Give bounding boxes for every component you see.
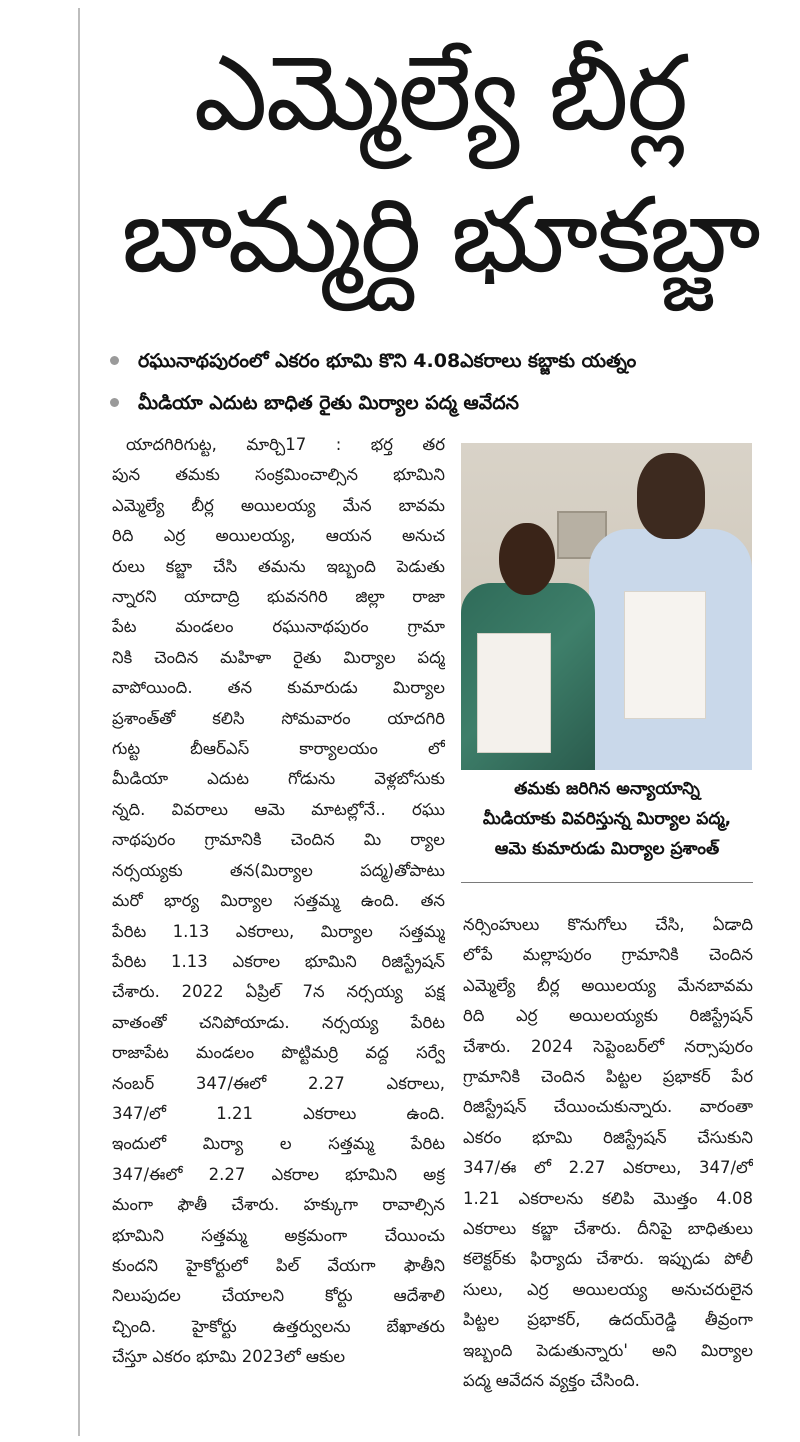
- caption-line: ఆమె కుమారుడు మిర్యాల ప్రశాంత్: [494, 839, 720, 859]
- article-line: వాపోయింది. తన కుమారుడు మిర్యాల: [112, 678, 445, 698]
- article-line: న్నది. వివరాలు ఆమె మాటల్లోనే.. రఘు: [112, 799, 445, 819]
- article-line: ప్రశాంత్‌తో కలిసి సోమవారం యాదగిరి: [112, 708, 445, 728]
- article-line: పిట్టల ప్రభాకర్, ఉదయ్‌రెడ్డి తీవ్రంగా: [463, 1310, 753, 1330]
- article-line: గుట్ట బీఆర్ఎస్ కార్యాలయం లో: [112, 739, 445, 759]
- article-line: సులు, ఎర్ర అయిలయ్య అనుచరులైన: [463, 1279, 753, 1299]
- article-line: కలెక్టర్‌కు ఫిర్యాదు చేశారు. ఇప్పుడు పోలీ: [463, 1249, 753, 1269]
- article-line: 347/ఈలో 2.27 ఎకరాల భూమిని అక్ర: [112, 1164, 445, 1184]
- article-line: రిజిస్ట్రేషన్ చేయించుకున్నారు. వారంతా: [463, 1097, 753, 1117]
- article-line: మరో భార్య మిర్యాల సత్తమ్మ ఉంది. తన: [112, 891, 445, 911]
- article-line: చేశారు. 2022 ఏప్రిల్ 7న నర్సయ్య పక్ష: [112, 982, 445, 1002]
- headline: [90, 22, 790, 306]
- article-line: పేరిట 1.13 ఎకరాలు, మిర్యాల సత్తమ్మ: [112, 921, 445, 941]
- article-line: ఇబ్బంది పెడుతున్నారు' అని మిర్యాల: [463, 1340, 753, 1360]
- article-line: రాజాపేట మండలం పొట్టిమర్రి వద్ద సర్వే: [112, 1043, 445, 1063]
- photo-caption: [461, 774, 753, 864]
- article-line: నంబర్ 347/ఈలో 2.27 ఎకరాలు,: [112, 1073, 445, 1093]
- subhead-text: మీడియా ఎదుట బాధిత రైతు మిర్యాల పద్మ ఆవేదన: [138, 392, 519, 414]
- article-line: మీడియా ఎదుట గోడును వెళ్లబోసుకు: [112, 769, 445, 789]
- article-line: రిది ఎర్ర అయిలయ్య, ఆయన అనుచ: [112, 526, 445, 546]
- article-line: ఎమ్మెల్యే బీర్ల అయిలయ్య మేనబావమ: [463, 975, 753, 995]
- article-line: చేస్తూ ఎకరం భూమి 2023లో ఆకుల: [112, 1347, 346, 1367]
- article-line: నర్సయ్యకు తన(మిర్యాల పద్మ)తోపాటు: [112, 860, 445, 880]
- article-line: ఎకరం భూమి రిజిస్ట్రేషన్ చేసుకుని: [463, 1127, 753, 1147]
- article-line: రిది ఎర్ర అయిలయ్యకు రిజిస్ట్రేషన్: [463, 1006, 753, 1026]
- article-line: భూమిని సత్తమ్మ అక్రమంగా చేయించు: [112, 1225, 445, 1245]
- article-line: 1.21 ఎకరాలను కలిపి మొత్తం 4.08: [463, 1188, 753, 1208]
- man-head: [637, 453, 705, 539]
- article-line: పున తమకు సంక్రమించాల్సిన భూమిని: [112, 465, 445, 485]
- subhead-item: [110, 340, 790, 382]
- caption-line: తమకు జరిగిన అన్యాయాన్ని: [514, 779, 700, 799]
- document-held-left: [477, 633, 551, 753]
- news-photo: [461, 443, 752, 770]
- article-line: మంగా ఫౌతీ చేశారు. హక్కుగా రావాల్సిన: [112, 1195, 445, 1215]
- woman-head: [499, 523, 555, 595]
- article-line: 347/ఈ లో 2.27 ఎకరాలు, 347/లో: [463, 1158, 753, 1178]
- article-line: వాతంతో చనిపోయాడు. నర్సయ్య పేరిట: [112, 1012, 445, 1032]
- article-line: న్నారని యాదాద్రి భువనగిరి జిల్లా రాజా: [112, 587, 445, 607]
- article-line: ఎకరాలు కబ్జా చేశారు. దీనిపై బాధితులు: [463, 1219, 753, 1239]
- article-line: చేశారు. 2024 సెప్టెంబర్‌లో నర్సాపురం: [463, 1036, 753, 1056]
- bullet-icon: [110, 398, 119, 407]
- article-line: నికి చెందిన మహిళా రైతు మిర్యాల పద్మ: [112, 647, 445, 667]
- article-right-column: [463, 910, 753, 1397]
- headline-line-2: బామ్మర్ది భూకబ్జా: [121, 174, 759, 296]
- article-line: యాదగిరిగుట్ట, మార్చి17 : భర్త తర: [126, 435, 445, 454]
- subheads: [110, 340, 790, 424]
- article-line: పద్మ ఆవేదన వ్యక్తం చేసింది.: [463, 1371, 640, 1391]
- document-held-right: [624, 591, 706, 719]
- subhead-item: [110, 382, 790, 424]
- article-line: గ్రామానికి చెందిన పిట్టల ప్రభాకర్ పేర: [463, 1067, 753, 1087]
- article-line: నిలుపుదల చేయాలని కోర్టు ఆదేశాలి: [112, 1286, 445, 1306]
- caption-divider: [461, 882, 753, 883]
- article-line: లోపే మల్లాపురం గ్రామానికి చెందిన: [463, 945, 753, 965]
- article-line: పేట మండలం రఘునాథపురం గ్రామా: [112, 617, 445, 637]
- article-line: నాథపురం గ్రామానికి చెందిన మి ర్యాల: [112, 830, 445, 850]
- article-line: ఎమ్మెల్యే బీర్ల అయిలయ్య మేన బావమ: [112, 495, 445, 515]
- caption-line: మీడియాకు వివరిస్తున్న మిర్యాల పద్మ,: [482, 809, 732, 829]
- article-line: ఇందులో మిర్యా ల సత్తమ్మ పేరిట: [112, 1134, 445, 1154]
- article-line: పేరిట 1.13 ఎకరాల భూమిని రిజిస్ట్రేషన్: [112, 951, 445, 971]
- article-line: రులు కబ్జా చేసి తమను ఇబ్బంది పెడుతు: [112, 556, 445, 576]
- headline-line-1: ఎమ్మెల్యే బీర్ల: [193, 32, 687, 154]
- article-line: కుందని హైకోర్టులో పిల్ వేయగా ఫౌతీని: [112, 1255, 445, 1275]
- subhead-text: రఘునాథపురంలో ఎకరం భూమి కొని 4.08ఎకరాలు కబ్జాకు యత్నం: [138, 350, 637, 372]
- bullet-icon: [110, 356, 119, 365]
- article-line: చ్చింది. హైకోర్టు ఉత్తర్వులను బేఖాతరు: [112, 1316, 445, 1336]
- column-rule: [78, 8, 80, 1436]
- article-line: 347/లో 1.21 ఎకరాలు ఉంది.: [112, 1103, 445, 1123]
- article-left-column: [112, 430, 445, 1373]
- article-line: నర్సింహులు కొనుగోలు చేసి, ఏడాది: [463, 915, 753, 934]
